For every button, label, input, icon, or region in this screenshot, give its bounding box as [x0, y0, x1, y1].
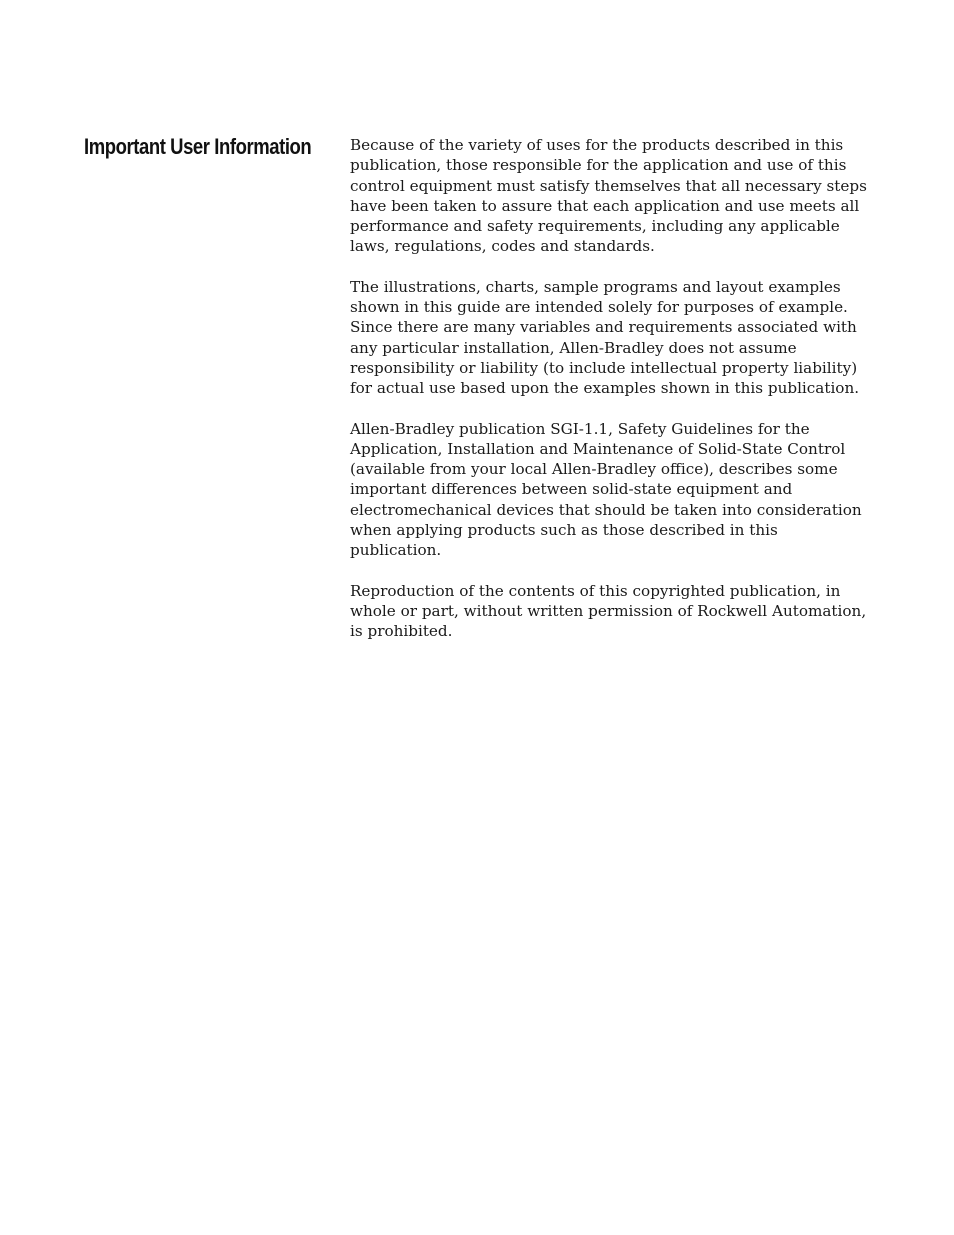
paragraph-product-use-responsibility: Because of the variety of uses for the products described in this publication, those responsible for the application and use of this control equipment must satisfy themselves that all necessary steps have been taken to assure that each application and use meets all performance and safety requirements, including any applicable laws, regulations, codes and standards. [350, 136, 867, 256]
paragraph-safety-guidelines: Allen-Bradley publication SGI-1.1, Safety Guidelines for the Application, Installation and Maintenance of Solid-State Control (available from your local Allen-Bradley office), describes some important differences between solid-state equipment and electromechanical devices that should be taken into consideration when applying products such as those described in this publication. [350, 419, 862, 560]
body-text-column [350, 135, 872, 662]
section-heading: Important User Information [84, 134, 312, 159]
paragraph-reproduction-notice: Reproduction of the contents of this copyrighted publication, in whole or part, without written permission of Rockwell Automation, is prohibited. [350, 581, 867, 641]
paragraph-examples-disclaimer: The illustrations, charts, sample programs and layout examples shown in this guide are intended solely for purposes of example. Since there are many variables and requirements associated with any particular installation, Allen-Bradley does not assume responsibility or liability (to include intellectual property liability) for actual use based upon the examples shown in this publication. [350, 277, 860, 398]
